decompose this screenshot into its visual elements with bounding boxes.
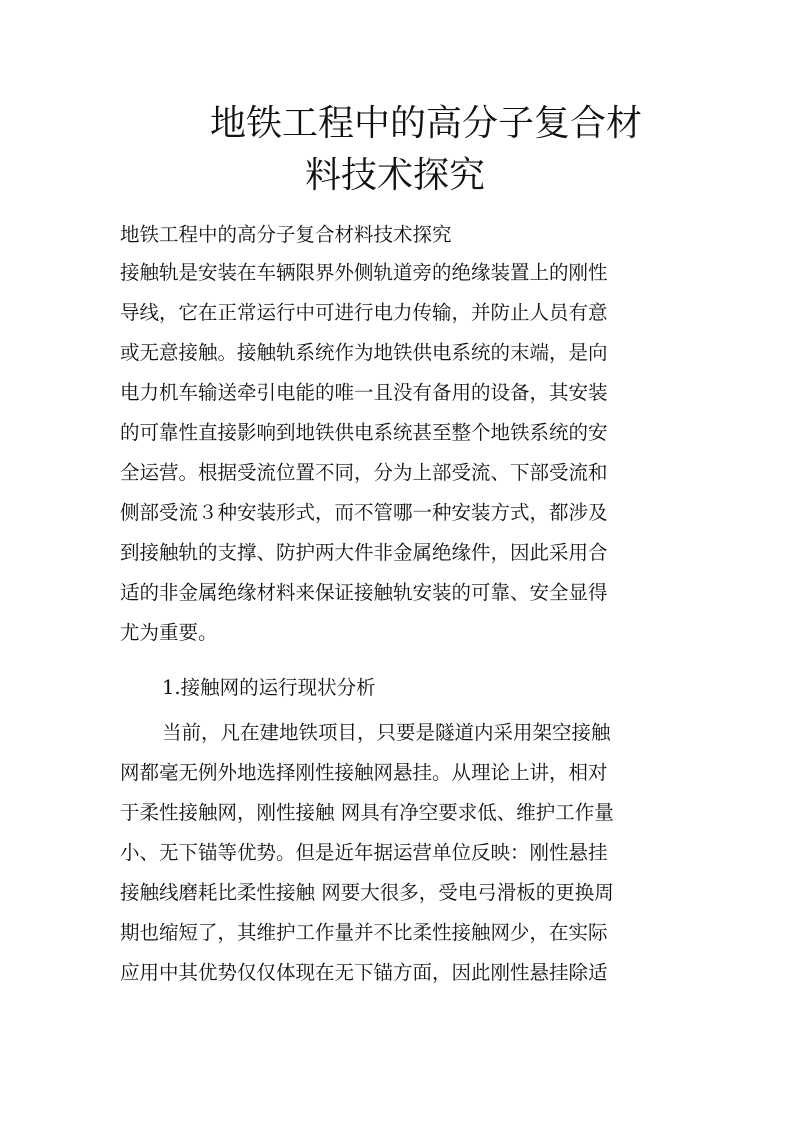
- paragraph-1-line: 适的非金属绝缘材料来保证接触轨安装的可靠、安全显得: [120, 581, 608, 604]
- paragraph-1-line: 或无意接触。接触轨系统作为地铁供电系统的末端，是向: [120, 341, 608, 364]
- paragraph-1-line: 导线，它在正常运行中可进行电力传输，并防止人员有意: [120, 301, 608, 324]
- paragraph-2-line: 期也缩短了，其维护工作量并不比柔性接触网少，在实际: [120, 921, 608, 944]
- paragraph-1-line: 全运营。根据受流位置不同，分为上部受流、下部受流和: [120, 461, 608, 484]
- paragraph-1-line: 到接触轨的支撑、防护两大件非金属绝缘件，因此采用合: [120, 541, 608, 564]
- paragraph-2-line: 应用中其优势仅仅体现在无下锚方面，因此刚性悬挂除适: [120, 961, 608, 984]
- paragraph-1-line: 接触轨是安装在车辆限界外侧轨道旁的绝缘装置上的刚性: [120, 261, 608, 284]
- paragraph-1-line: 侧部受流３种安装形式，而不管哪一种安装方式，都涉及: [120, 501, 608, 524]
- paragraph-2-line: 于柔性接触网，刚性接触 网具有净空要求低、维护工作量: [120, 801, 614, 824]
- paragraph-1-line: 电力机车输送牵引电能的唯一且没有备用的设备，其安装: [120, 381, 608, 404]
- paragraph-2-line: 网都毫无例外地选择刚性接触网悬挂。从理论上讲，相对: [120, 761, 608, 784]
- paragraph-1-line: 尤为重要。: [120, 621, 218, 644]
- section-heading: 1.接触网的运行现状分析: [162, 676, 376, 699]
- document-subtitle: 地铁工程中的高分子复合材料技术探究: [120, 223, 452, 246]
- paragraph-2-line: 当前，凡在建地铁项目，只要是隧道内采用架空接触: [162, 721, 611, 744]
- paragraph-1-line: 的可靠性直接影响到地铁供电系统甚至整个地铁系统的安: [120, 421, 608, 444]
- paragraph-2-line: 接触线磨耗比柔性接触 网要大很多，受电弓滑板的更换周: [120, 881, 614, 904]
- paragraph-2-line: 小、无下锚等优势。但是近年据运营单位反映：刚性悬挂: [120, 841, 608, 864]
- document-title-line-2: 料技术探究: [305, 155, 486, 196]
- document-title-line-1: 地铁工程中的高分子复合材: [210, 103, 643, 144]
